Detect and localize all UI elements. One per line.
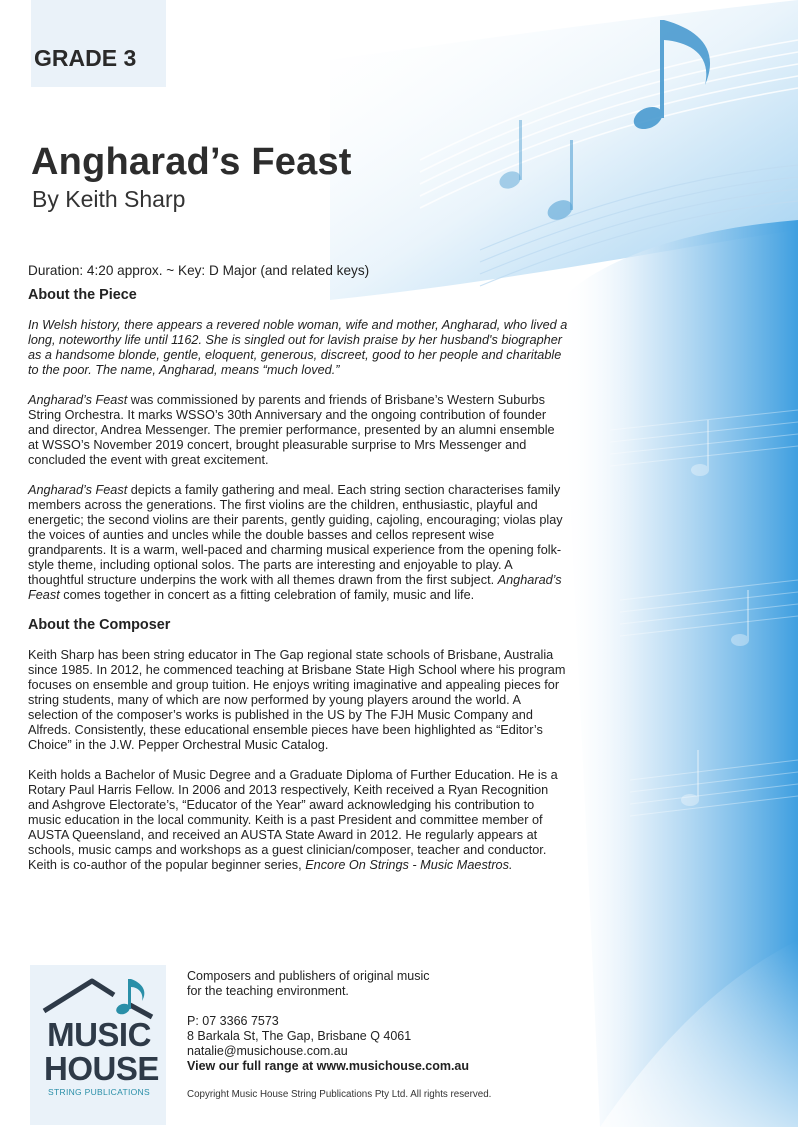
author-line: By Keith Sharp <box>32 186 186 212</box>
copyright-notice: Copyright Music House String Publications Pty Ltd. All rights reserved. <box>187 1089 492 1100</box>
composer-bio-2 <box>28 768 568 873</box>
logo-music-text: MUSIC <box>47 1016 151 1053</box>
duration-key-line: Duration: 4:20 approx. ~ Key: D Major (and related keys) <box>28 263 370 278</box>
piece-title-ref: Angharad’s Feast <box>28 393 128 407</box>
logo-house-text: HOUSE <box>44 1050 159 1087</box>
page-title: Angharad’s Feast <box>31 141 352 183</box>
website-link[interactable]: View our full range at www.musichouse.com.au <box>187 1059 470 1073</box>
email-link[interactable]: natalie@musichouse.com.au <box>187 1044 348 1058</box>
publisher-info <box>187 969 491 1102</box>
composer-bio-2-text: Keith holds a Bachelor of Music Degree and a Graduate Diploma of Further Education. He is a Rotary Paul Harris Fellow. In 2006 and 2013 respectively, Keith received a Ryan Recognition and Ashgrove Electorate’s, “Educator of the Year” award acknowledging his contribution to music education in the local community. Keith is a past President and committee member of AUSTA Queensland, and received an AUSTA State Award in 2012. He regularly appears at schools, music camps and workshops as a guest clinician/composer, teacher and conductor. Keith is co-author of the popular beginner series, <box>28 768 558 872</box>
series-title: Encore On Strings - Music Maestros. <box>305 858 513 872</box>
grade-label: GRADE 3 <box>31 0 166 87</box>
composer-bio-1: Keith Sharp has been string educator in The Gap regional state schools of Brisbane, Australia since 1985. In 2012, he commenced teaching at Brisbane State High School where his program focuses on ensemble and group tuition. He enjoys writing imaginative and appealing pieces for string students, many of which are now performed by young players around the world. A selection of the composer’s works is published in the US by The FJH Music Company and Alfreds. Consistently, these educational ensemble pieces have been highlighted as “Editor’s Choice” in the J.W. Pepper Orchestral Music Catalog. <box>28 648 566 752</box>
about-piece-commission <box>28 393 568 468</box>
piece-title-ref: Angharad’s Feast <box>28 573 562 602</box>
description-text-end: comes together in concert as a fitting celebration of family, music and life. <box>59 588 475 602</box>
intro-italic-text: In Welsh history, there appears a revered noble woman, wife and mother, Angharad, who lived a long, noteworthy life until 1162. She is singled out for lavish praise by her husband's biographer as a handsome blonde, gentle, eloquent, generous, discreet, good to her people and charitable to the poor. The name, Angharad, means “much loved.” <box>28 318 568 377</box>
about-piece-description <box>28 483 568 603</box>
main-content <box>28 263 568 888</box>
tagline-line-1: Composers and publishers of original music <box>187 969 430 983</box>
tagline-line-2: for the teaching environment. <box>187 984 349 998</box>
postal-address: 8 Barkala St, The Gap, Brisbane Q 4061 <box>187 1029 412 1043</box>
logo-subtitle: STRING PUBLICATIONS <box>48 1087 150 1097</box>
about-composer-heading: About the Composer <box>28 617 171 633</box>
about-piece-heading: About the Piece <box>28 287 137 303</box>
about-piece-intro <box>28 318 568 378</box>
music-house-logo <box>30 965 166 1125</box>
phone-number: P: 07 3366 7573 <box>187 1014 279 1028</box>
description-text: depicts a family gathering and meal. Each string section characterises family members across the generations. The first violins are the children, enthusiastic, playful and energetic; the second violins are their parents, gently guiding, cajoling, encouraging; violas play the voices of aunties and uncles while the double basses and cellos represent wise grandparents. It is a warm, well-paced and charming musical experience from the opening folk-style theme, including optional solos. The parts are interesting and enjoyable to play. A thoughtful structure underpins the work with all themes drawn from the first subject. <box>28 483 563 587</box>
piece-title-ref: Angharad’s Feast <box>28 483 128 497</box>
commission-text: was commissioned by parents and friends of Brisbane’s Western Suburbs String Orchestra. It marks WSSO’s 30th Anniversary and the ongoing contribution of founder and director, Andrea Messenger. The premier performance, presented by an alumni ensemble at WSSO’s November 2019 concert, brought pleasurable surprise to Mrs Messenger and concluded the event with great excitement. <box>28 393 555 467</box>
